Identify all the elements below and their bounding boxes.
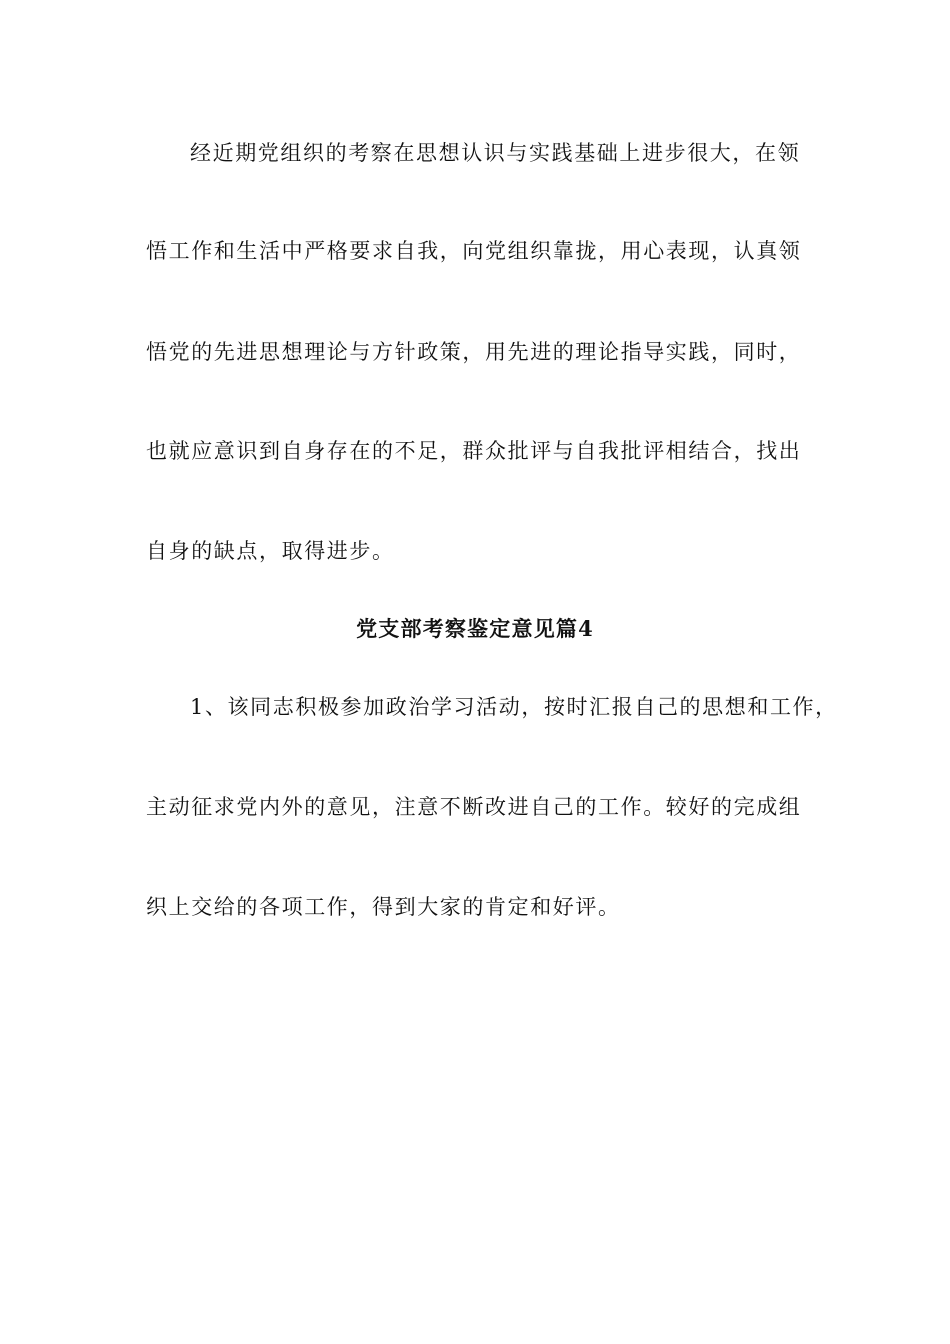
paragraph-2-line-2: 主动征求党内外的意见，注意不断改进自己的工作。较好的完成组 bbox=[146, 795, 802, 819]
paragraph-2-line-1: 1、该同志积极参加政治学习活动，按时汇报自己的思想和工作， bbox=[190, 695, 838, 719]
paragraph-1-line-5: 自身的缺点，取得进步。 bbox=[146, 539, 395, 563]
paragraph-1-line-4: 也就应意识到自身存在的不足，群众批评与自我批评相结合，找出 bbox=[146, 439, 802, 463]
paragraph-1-line-2: 悟工作和生活中严格要求自我，向党组织靠拢，用心表现，认真领 bbox=[146, 239, 802, 263]
section-heading: 党支部考察鉴定意见篇4 bbox=[356, 616, 594, 641]
paragraph-2-line-3: 织上交给的各项工作，得到大家的肯定和好评。 bbox=[146, 895, 621, 919]
paragraph-1-line-3: 悟党的先进思想理论与方针政策，用先进的理论指导实践，同时， bbox=[146, 340, 802, 364]
paragraph-1-line-1: 经近期党组织的考察在思想认识与实践基础上进步很大，在领 bbox=[190, 141, 801, 165]
